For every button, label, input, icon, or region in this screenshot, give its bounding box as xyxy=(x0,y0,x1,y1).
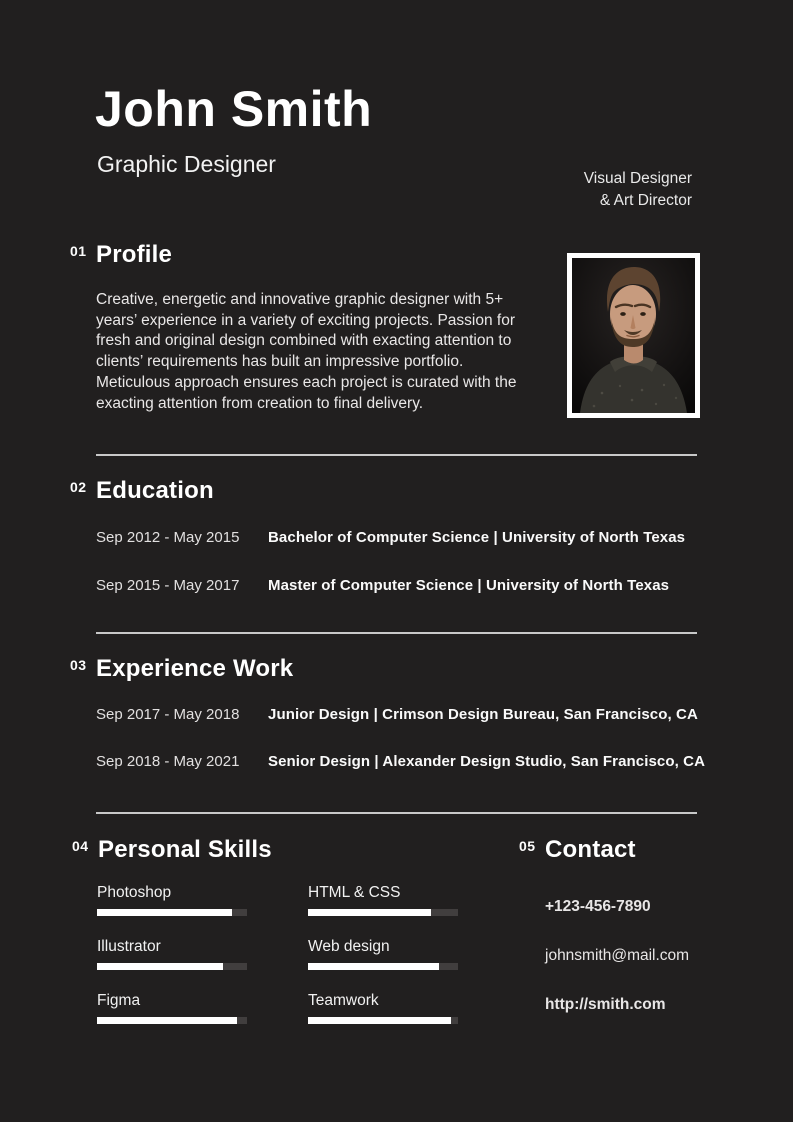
tagline xyxy=(584,168,692,211)
skill-item xyxy=(308,992,460,1024)
skill-item xyxy=(97,884,249,916)
section-heading-skills xyxy=(72,836,272,864)
skill-progress-fill xyxy=(308,909,431,916)
section-heading-profile xyxy=(70,241,172,269)
tagline-line-2: & Art Director xyxy=(599,191,692,209)
skill-label: Illustrator xyxy=(97,938,161,955)
portrait-illustration xyxy=(572,258,695,413)
section-title: Personal Skills xyxy=(98,836,272,863)
section-number: 05 xyxy=(519,838,536,854)
section-heading-experience xyxy=(70,655,293,683)
section-number: 03 xyxy=(70,657,87,673)
person-name: John Smith xyxy=(95,81,373,137)
education-row xyxy=(96,577,669,594)
contact-phone: +123-456-7890 xyxy=(545,898,651,915)
experience-row xyxy=(96,706,698,723)
skill-progress-bar xyxy=(97,963,247,970)
skill-label: Figma xyxy=(97,992,141,1009)
section-divider xyxy=(96,812,697,814)
education-row xyxy=(96,529,685,546)
skill-progress-bar xyxy=(97,1017,247,1024)
section-divider xyxy=(96,454,697,456)
skill-progress-fill xyxy=(308,1017,451,1024)
education-degree: Master of Computer Science | University of North Texas xyxy=(268,577,670,594)
experience-dates: Sep 2017 - May 2018 xyxy=(96,706,240,723)
section-number: 01 xyxy=(70,243,87,259)
skills-column-left xyxy=(97,884,249,1046)
skill-item xyxy=(308,884,460,916)
skill-progress-fill xyxy=(97,963,223,970)
person-role: Graphic Designer xyxy=(97,151,276,177)
section-heading-education xyxy=(70,477,214,505)
profile-line: years’ experience in a variety of exciting projects. Passion for xyxy=(96,311,515,329)
skill-progress-bar xyxy=(308,963,458,970)
skill-progress-fill xyxy=(308,963,439,970)
skills-column-right xyxy=(308,884,460,1046)
section-title: Profile xyxy=(96,241,173,268)
skill-progress-bar xyxy=(308,909,458,916)
contact-email: johnsmith@mail.com xyxy=(545,947,690,964)
experience-position: Junior Design | Crimson Design Bureau, San Francisco, CA xyxy=(268,706,698,723)
profile-paragraph xyxy=(96,290,516,414)
skill-item xyxy=(97,938,249,970)
section-divider xyxy=(96,632,697,634)
skill-label: Web design xyxy=(308,938,390,955)
skill-progress-fill xyxy=(97,1017,237,1024)
skill-label: Photoshop xyxy=(97,884,172,901)
contact-list xyxy=(545,898,689,1045)
skill-label: Teamwork xyxy=(308,992,379,1009)
profile-line: clients’ requirements has built an impressive portfolio. xyxy=(96,353,464,371)
section-number: 04 xyxy=(72,838,89,854)
profile-line: fresh and original design combined with exacting attention to xyxy=(96,332,512,350)
skill-progress-fill xyxy=(97,909,232,916)
skill-progress-bar xyxy=(308,1017,458,1024)
skill-item xyxy=(308,938,460,970)
experience-row xyxy=(96,753,705,770)
education-dates: Sep 2015 - May 2017 xyxy=(96,577,240,594)
skill-progress-bar xyxy=(97,909,247,916)
profile-line: Creative, energetic and innovative graphic designer with 5+ xyxy=(96,291,504,308)
education-degree: Bachelor of Computer Science | University of North Texas xyxy=(268,529,686,546)
profile-line: exacting attention from creation to final delivery. xyxy=(96,394,424,412)
education-dates: Sep 2012 - May 2015 xyxy=(96,529,240,546)
skill-item xyxy=(97,992,249,1024)
section-heading-contact xyxy=(519,836,636,864)
experience-dates: Sep 2018 - May 2021 xyxy=(96,753,240,770)
portrait-photo xyxy=(567,253,700,418)
section-title: Contact xyxy=(545,836,636,863)
contact-website: http://smith.com xyxy=(545,996,666,1013)
profile-line: Meticulous approach ensures each project is curated with the xyxy=(96,373,517,391)
section-title: Education xyxy=(96,477,214,504)
section-title: Experience Work xyxy=(96,655,294,682)
tagline-line-1: Visual Designer xyxy=(583,170,692,187)
experience-position: Senior Design | Alexander Design Studio, San Francisco, CA xyxy=(268,753,706,770)
skill-label: HTML & CSS xyxy=(308,884,401,901)
section-number: 02 xyxy=(70,479,87,495)
